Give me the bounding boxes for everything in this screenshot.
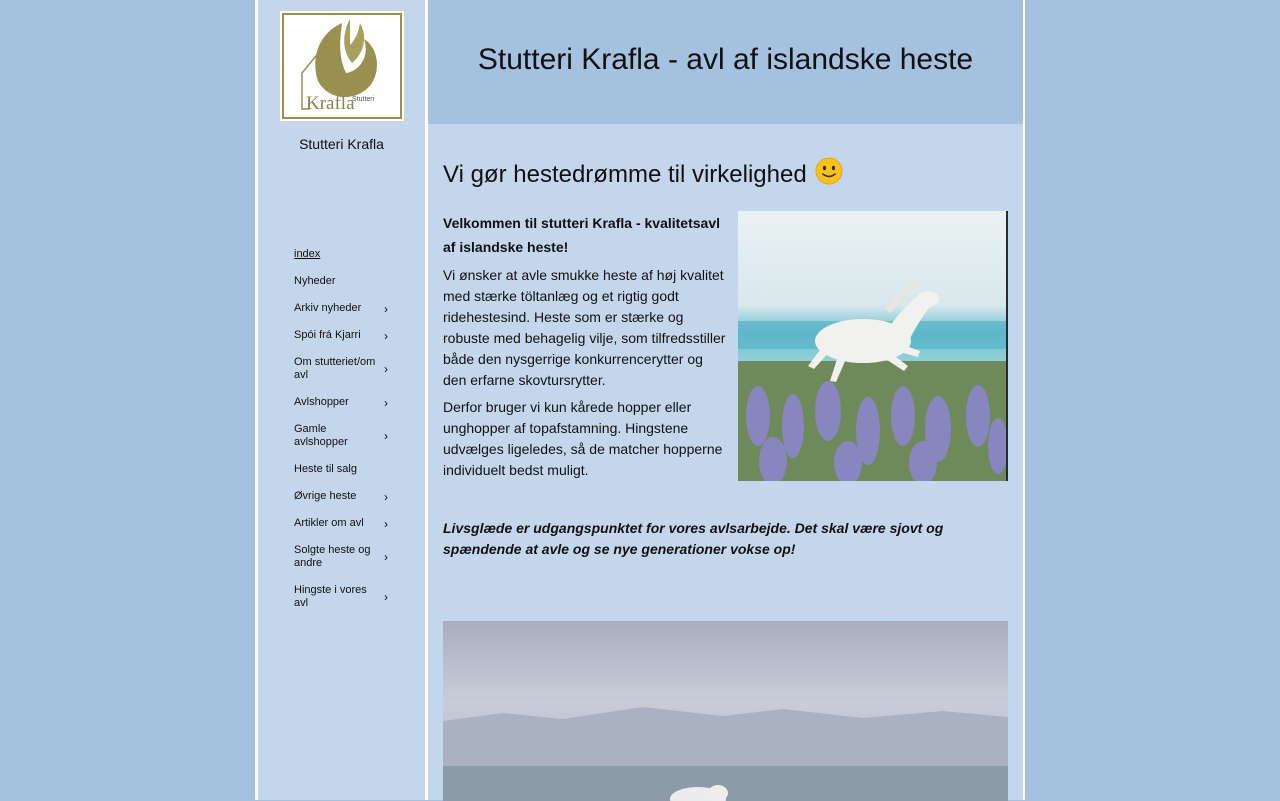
chevron-right-icon[interactable]: › (384, 328, 388, 343)
nav-item-label[interactable]: index (294, 248, 321, 260)
nav-item-label[interactable]: Om stutteriet/om avl (294, 356, 376, 381)
nav-item-label[interactable]: Heste til salg (294, 463, 357, 475)
nav-item-om-stutteriet[interactable] (294, 356, 394, 382)
chevron-right-icon[interactable]: › (384, 489, 388, 504)
page-heading-text: Vi gør hestedrømme til virkelighed (443, 161, 807, 188)
nav-item-spoi-fra-kjarri[interactable] (294, 329, 394, 342)
welcome-text: Velkommen til stutteri Krafla - kvalitetsavl af islandske heste! (443, 215, 720, 255)
nav-item-label[interactable]: Artikler om avl (294, 517, 364, 529)
nav-item-label[interactable]: Øvrige heste (294, 490, 357, 502)
main-navigation (294, 248, 394, 624)
paragraph-selection: Derfor bruger vi kun kårede hopper eller unghopper af topafstamning. Hingstene udvælges ligeledes, så de matcher hopperne individuelt bedst muligt. (443, 399, 723, 478)
nav-item-label[interactable]: Solgte heste og andre (294, 544, 371, 569)
nav-item-hingste[interactable] (294, 584, 394, 610)
nav-item-gamle-avlshopper[interactable] (294, 423, 394, 449)
nav-item-ovrige-heste[interactable] (294, 490, 394, 503)
nav-item-label[interactable]: Nyheder (294, 275, 336, 287)
chevron-right-icon[interactable]: › (384, 516, 388, 531)
paragraph-breeding-goals: Vi ønsker at avle smukke heste af høj kvalitet med stærke töltanlæg og et rigtig godt ridehestesind. Heste som er stærke og robuste med behagelig vilje, som tilfredsstiller både den nysgerrige konkurrencerytter og den erfarne skovtursrytter. (443, 267, 726, 388)
sidebar (258, 0, 425, 800)
nav-item-heste-til-salg[interactable] (294, 463, 394, 476)
chevron-right-icon[interactable]: › (384, 429, 388, 443)
chevron-right-icon[interactable]: › (384, 362, 388, 376)
horse-lupine-photo[interactable] (738, 211, 1008, 481)
logo-text: Krafla (306, 93, 355, 114)
horse-sea-photo[interactable] (443, 621, 1008, 801)
nav-item-arkiv-nyheder[interactable] (294, 302, 394, 315)
logo-image (280, 11, 404, 121)
intro-text (443, 211, 728, 487)
nav-item-label[interactable]: Avlshopper (294, 396, 349, 408)
site-logo[interactable] (279, 10, 405, 122)
slightly-smiling-face-icon (815, 157, 843, 192)
nav-item-label[interactable]: Spói frá Kjarri (294, 329, 361, 341)
nav-item-nyheder[interactable] (294, 275, 394, 288)
quote-text: Livsglæde er udgangspunktet for vores avlsarbejde. Det skal være sjovt og spændende at avle og se nye generationer vokse op! (443, 520, 944, 557)
chevron-right-icon[interactable]: › (384, 395, 388, 410)
chevron-right-icon[interactable]: › (384, 590, 388, 604)
nav-item-artikler-om-avl[interactable] (294, 517, 394, 530)
nav-item-label[interactable]: Hingste i vores avl (294, 584, 367, 609)
site-title: Stutteri Krafla - avl af islandske heste (477, 43, 974, 76)
site-name: Stutteri Krafla (299, 136, 384, 152)
page-heading (443, 157, 843, 192)
logo-subtext: Stutteri (352, 96, 375, 103)
photo-image (738, 211, 1008, 481)
nav-item-avlshopper[interactable] (294, 396, 394, 409)
page-frame (255, 0, 1025, 800)
site-header (428, 0, 1023, 124)
photo-image (443, 621, 1008, 801)
nav-item-label[interactable]: Gamle avlshopper (294, 423, 348, 448)
nav-item-index[interactable] (294, 248, 394, 261)
nav-item-solgte-heste[interactable] (294, 544, 394, 570)
nav-item-label[interactable]: Arkiv nyheder (294, 302, 362, 314)
chevron-right-icon[interactable]: › (384, 301, 388, 316)
chevron-right-icon[interactable]: › (384, 550, 388, 564)
main-content (428, 0, 1023, 800)
